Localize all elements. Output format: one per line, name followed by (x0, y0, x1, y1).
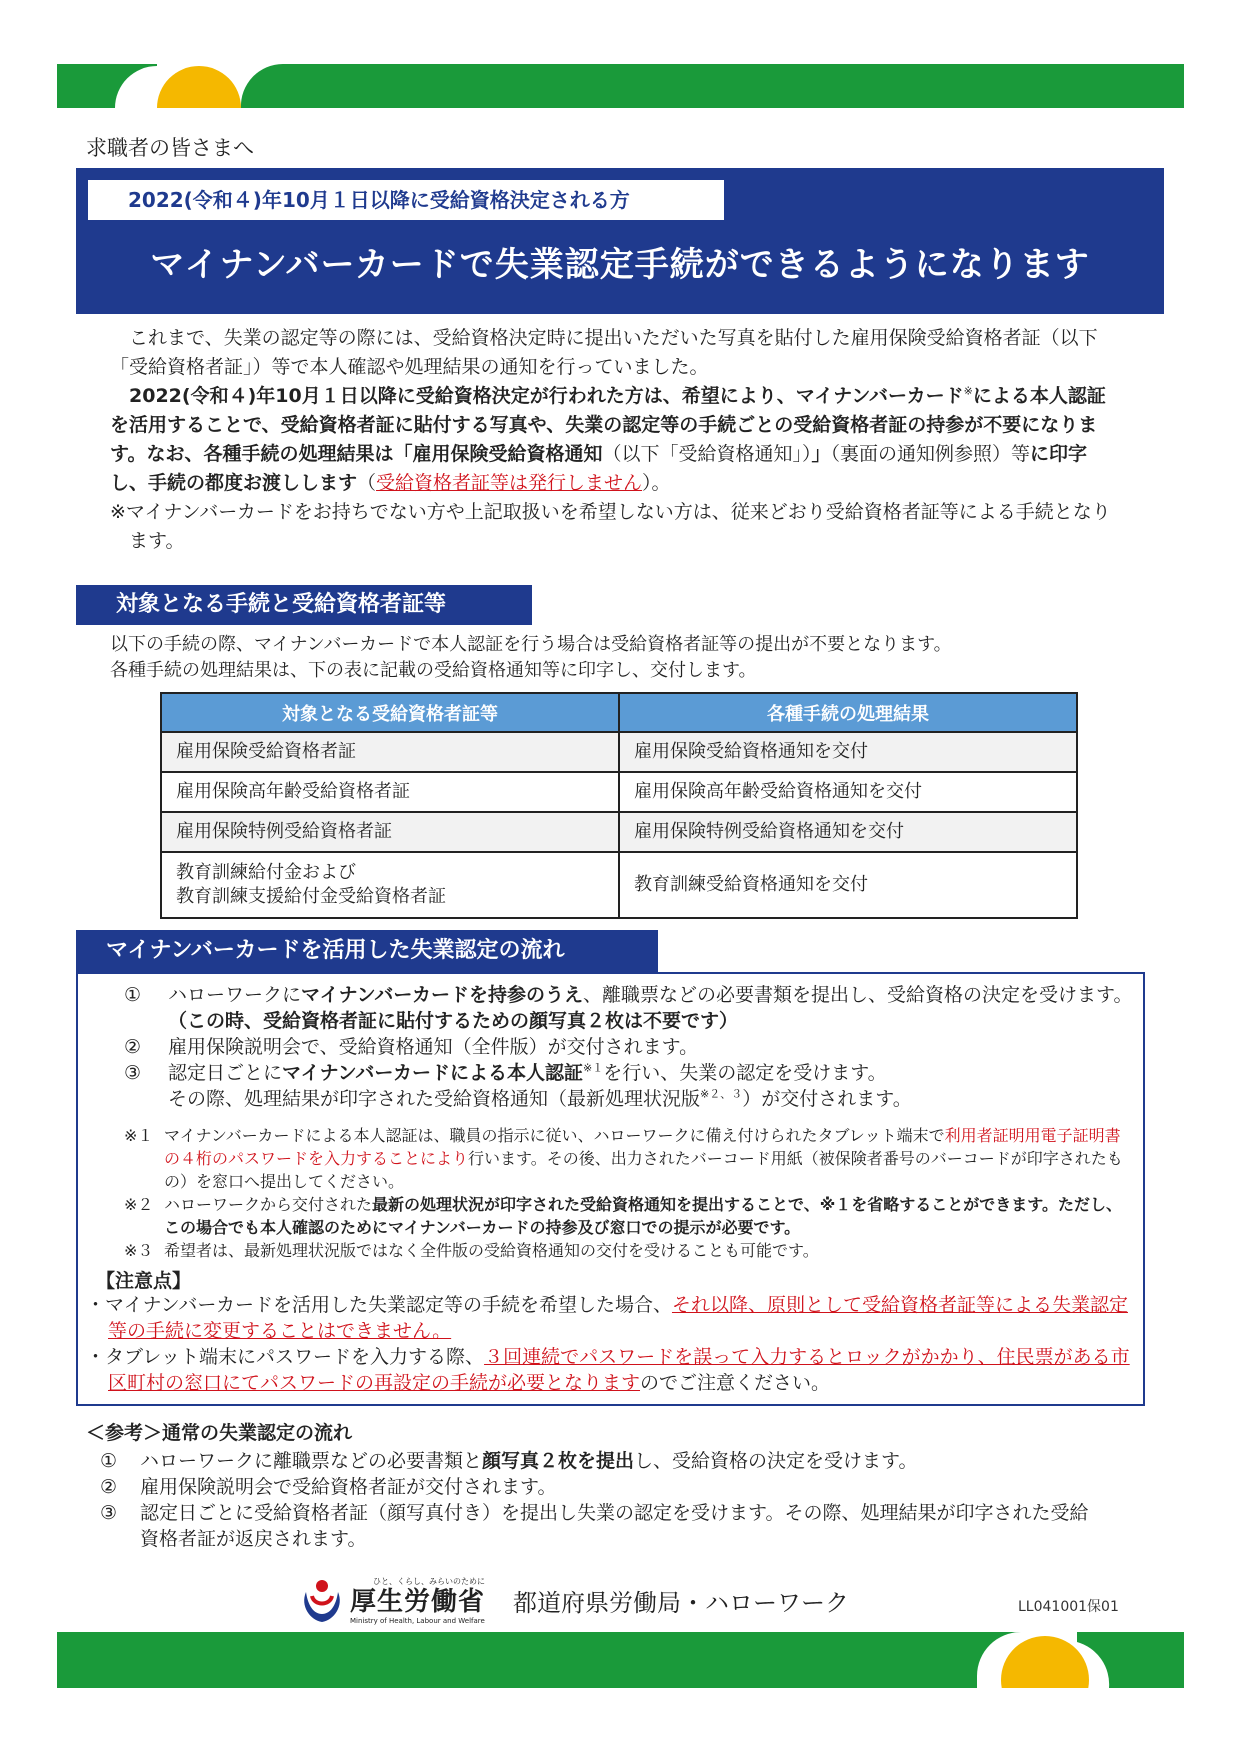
reference-step (86, 1474, 1126, 1500)
note-text: 行います。その後、出力されたバーコード用紙（被保険者番号のバーコードが印字されたもの）を窓口へ提出してください。 (164, 1149, 1123, 1191)
step-text: その際、処理結果が印字された受給資格通知（最新処理状況版 (168, 1088, 701, 1110)
step-bold: マイナンバーカードを持参のうえ (301, 984, 583, 1006)
mhlw-tagline: ひと、くらし、みらいのために (373, 1576, 486, 1586)
intro-paren-close: ）。 (642, 472, 671, 494)
intro-red-note: 受給資格者証等は発行しません (376, 472, 643, 494)
step-number: ③ (124, 1062, 142, 1084)
step-text: 、離職票などの必要書類を提出し、受給資格の決定を受けます。 (582, 984, 1133, 1006)
caution-item (86, 1344, 1138, 1396)
step-body (168, 1060, 1134, 1112)
section1-line-1: 以下の手続の際、マイナンバーカードで本人認証を行う場合は受給資格者証等の提出が不要となります。 (110, 634, 952, 655)
document-code: LL041001保01 (1018, 1599, 1119, 1615)
step-bold: （この時、受給資格者証に貼付するための顔写真２枚は不要です） (168, 1010, 739, 1032)
reference-heading: ＜参考＞通常の失業認定の流れ (86, 1422, 353, 1444)
note-text: マイナンバーカードによる本人認証は、職員の指示に従い、ハローワークに備え付けられたタブレット端末で (164, 1126, 945, 1145)
step-text: 認定日ごとに受給資格者証（顔写真付き）を提出し失業の認定を受けます。その際、処理結果が印字された受給資格者証が返戻されます。 (140, 1502, 1089, 1550)
mhlw-english-name: Ministry of Health, Labour and Welfare (350, 1616, 485, 1625)
step-text: 雇用保険説明会で受給資格者証が交付されます。 (140, 1476, 557, 1498)
table-row (161, 732, 1077, 772)
note-body (164, 1193, 1134, 1239)
table-header: 対象となる受給資格者証等 (161, 693, 619, 732)
note-red: 利用者証明用電子証明書の４桁のパスワードを入力することにより (164, 1126, 1121, 1168)
caution-text: のでご注意ください。 (640, 1372, 831, 1394)
reference-section (86, 1420, 1126, 1552)
note-1 (124, 1124, 1134, 1193)
flow-step (124, 982, 1134, 1034)
note-3 (124, 1239, 1134, 1262)
step-body (168, 982, 1134, 1034)
note-text: ハローワークから交付された (164, 1195, 373, 1214)
step-number: ② (124, 1036, 142, 1058)
table-cell-line: 教育訓練支援給付金受給資格者証 (176, 886, 446, 907)
step-text: ）が交付されます。 (742, 1088, 912, 1110)
note-body (164, 1124, 1134, 1193)
step-text: 雇用保険説明会で、受給資格通知（全件版）が交付されます。 (168, 1036, 699, 1058)
caution-text: ・マイナンバーカードを活用した失業認定等の手続を希望した場合、 (86, 1294, 672, 1316)
intro-text (110, 324, 1120, 556)
table-header: 各種手続の処理結果 (619, 693, 1077, 732)
step-number: ① (124, 984, 142, 1006)
caution-red: ３回連続でパスワードを誤って入力するとロックがかかり、住民票がある市区町村の窓口にてパスワードの再設定の手続が必要となります (108, 1346, 1130, 1394)
step-text: 認定日ごとに (168, 1062, 283, 1084)
table-row (161, 852, 1077, 918)
intro-normal-2: （裏面の通知例参照）等 (830, 443, 1031, 465)
intro-bold-2: による本人認証を活用することで、受給資格者証に貼付する写真や、失業の認定等の手続ごとの受給資格者証の持参が不要になります。なお、各種手続の処理結果は「雇用保険受給資格通知 (110, 385, 1106, 465)
title-banner (76, 168, 1164, 314)
mhlw-emblem-icon (300, 1576, 344, 1624)
table-cell-line: 教育訓練給付金および (176, 862, 356, 883)
table-row (161, 812, 1077, 852)
reference-step (86, 1500, 1126, 1552)
caution-heading: 【注意点】 (96, 1270, 192, 1292)
note-2 (124, 1193, 1134, 1239)
footer-organization: 都道府県労働局・ハローワーク (513, 1588, 850, 1617)
bottom-decorative-band (57, 1632, 1184, 1688)
step-number: ③ (100, 1502, 118, 1524)
top-decorative-band (57, 64, 1184, 108)
intro-paragraph-1: これまで、失業の認定等の際には、受給資格決定時に提出いただいた写真を貼付した雇用保険受給資格者証（以下「受給資格者証」）等で本人確認や処理結果の通知を行っていました。 (110, 327, 1098, 378)
intro-normal-1: （以下「受給資格通知」） (602, 443, 812, 465)
flow-notes (124, 1124, 1134, 1262)
intro-bold-3: 」 (811, 443, 831, 465)
note-mark: ※１ (124, 1126, 154, 1145)
table-cell: 雇用保険特例受給資格通知を交付 (619, 812, 1077, 852)
table-cell: 雇用保険特例受給資格者証 (161, 812, 619, 852)
footer (300, 1570, 849, 1630)
section1-line-2: 各種手続の処理結果は、下の表に記載の受給資格通知等に印字し、交付します。 (110, 660, 757, 681)
step-text: し、受給資格の決定を受けます。 (634, 1450, 918, 1472)
section-heading-flow: マイナンバーカードを活用した失業認定の流れ (76, 930, 658, 972)
caution-text: ・タブレット端末にパスワードを入力する際、 (86, 1346, 485, 1368)
flow-step (124, 1034, 1134, 1060)
note-mark: ※３ (124, 1241, 154, 1260)
caution-item (86, 1292, 1138, 1344)
section-heading-targets: 対象となる手続と受給資格者証等 (76, 585, 532, 625)
mhlw-wordmark (350, 1576, 485, 1625)
step-bold: 顔写真２枚を提出 (482, 1450, 635, 1472)
step-sup: ※１ (582, 1061, 604, 1075)
step-number: ② (100, 1476, 118, 1498)
step-body (140, 1448, 918, 1474)
caution-list (86, 1292, 1138, 1396)
intro-note: ※マイナンバーカードをお持ちでない方や上記取扱いを希望しない方は、従来どおり受給資格者証等による手続となります。 (110, 501, 1111, 552)
note-bold: 最新の処理状況が印字された受給資格通知を提出することで、※１を省略することができます。ただし、この場合でも本人確認のためにマイナンバーカードの持参及び窓口での提示が必要です。 (164, 1195, 1122, 1237)
table-cell: 雇用保険受給資格通知を交付 (619, 732, 1077, 772)
note-text: 希望者は、最新処理状況版ではなく全件版の受給資格通知の交付を受けることも可能です。 (164, 1241, 819, 1260)
step-bold: マイナンバーカードによる本人認証 (282, 1062, 583, 1084)
greeting: 求職者の皆さまへ (86, 136, 254, 160)
table-cell: 雇用保険高年齢受給資格者証 (161, 772, 619, 812)
certificate-table (160, 692, 1078, 919)
intro-paren-open: （ (357, 472, 377, 494)
table-cell (161, 852, 619, 918)
table-row (161, 772, 1077, 812)
step-text: を行い、失業の認定を受けます。 (603, 1062, 887, 1084)
step-number: ① (100, 1450, 118, 1472)
title-subtitle: 2022(令和４)年10月１日以降に受給資格決定される方 (88, 180, 724, 220)
step-sup: ※２、３ (700, 1087, 743, 1101)
intro-bold-4: に印字し、手続の都度お渡しします (110, 443, 1088, 494)
intro-sup: ※ (963, 384, 973, 398)
section1-text (110, 632, 952, 684)
flow-box (76, 972, 1145, 1406)
flow-steps (124, 982, 1134, 1112)
note-mark: ※２ (124, 1195, 154, 1214)
intro-bold-1: 2022(令和４)年10月１日以降に受給資格決定が行われた方は、希望により、マイナンバーカード (129, 385, 964, 407)
table-cell: 雇用保険受給資格者証 (161, 732, 619, 772)
table-cell: 雇用保険高年齢受給資格通知を交付 (619, 772, 1077, 812)
intro-paragraph-2 (110, 382, 1120, 498)
page-title: マイナンバーカードで失業認定手続ができるようになります (150, 245, 1090, 285)
caution-red: それ以降、原則として受給資格者証等による失業認定等の手続に変更することはできません。 (108, 1294, 1128, 1342)
flow-step (124, 1060, 1134, 1112)
step-text: ハローワークに離職票などの必要書類と (140, 1450, 483, 1472)
mhlw-name: 厚生労働省 (350, 1586, 486, 1617)
step-text: ハローワークに (168, 984, 302, 1006)
mhlw-logo (300, 1576, 485, 1625)
reference-step (86, 1448, 1126, 1474)
table-cell: 教育訓練受給資格通知を交付 (619, 852, 1077, 918)
